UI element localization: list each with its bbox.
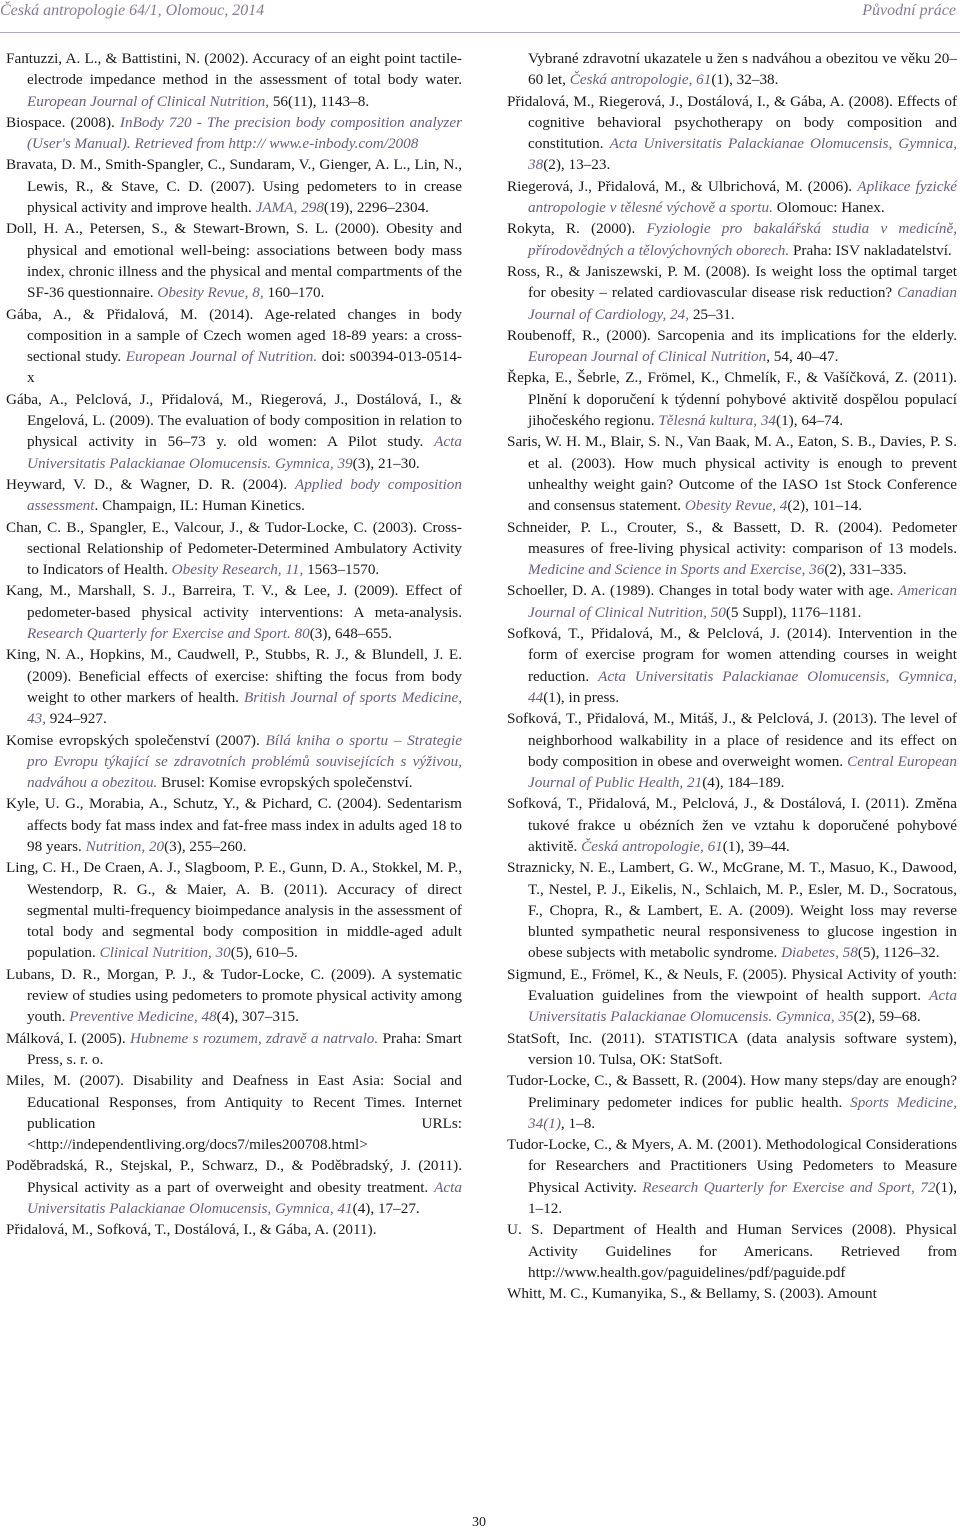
reference-entry <box>6 1155 462 1219</box>
reference-text: Roubenoff, R., (2000). Sarcopenia and its implications for the elderly. <box>507 326 957 344</box>
reference-entry <box>507 1134 957 1219</box>
reference-text: (19), 2296–2304. <box>323 199 429 217</box>
reference-text: doi: s00394-013-0514-x <box>27 348 462 387</box>
reference-source: Acta Universitatis Palackianae Olomucensis. Gymnica, 39 <box>27 433 462 472</box>
reference-entry <box>6 389 462 474</box>
reference-entry <box>6 730 462 794</box>
reference-text: Bravata, D. M., Smith-Spangler, C., Sundaram, V., Gienger, A. L., Lin, N., Lewis, R., & Stave, C. D. (2007). Using pedometers to in crease physical activity and improve health. <box>6 156 462 217</box>
reference-source: Obesity Revue, 8, <box>157 284 264 302</box>
reference-text: 25–31. <box>689 305 735 323</box>
reference-entry <box>507 367 957 431</box>
reference-text: (4), 184–189. <box>702 774 785 792</box>
reference-source: InBody 720 - The precision body composition analyzer (User's Manual). Retrieved from http:// www.e-inbody.com/2008 <box>27 113 462 153</box>
reference-source: Hubneme s rozumem, zdravě a natrvalo. <box>130 1029 379 1047</box>
reference-text: Rokyta, R. (2000). <box>507 220 647 238</box>
reference-entry <box>507 1028 957 1071</box>
reference-text: Málková, I. (2005). <box>6 1029 131 1047</box>
reference-text: (2), 13–23. <box>543 156 611 174</box>
reference-text: . Champaign, IL: Human Kinetics. <box>94 497 305 515</box>
reference-text: (2), 101–14. <box>787 497 863 515</box>
reference-entry <box>6 1219 462 1240</box>
reference-entry <box>507 623 957 708</box>
reference-source: Applied body composition assessment <box>27 475 462 515</box>
reference-source: Acta Universitatis Palackianae Olomucensis, Gymnica, 38 <box>528 135 957 174</box>
reference-text: Kyle, U. G., Morabia, A., Schutz, Y., & Pichard, C. (2004). Sedentarism affects body fat mass index and fat-free mass index in adults aged 18 to 98 years. <box>6 795 462 855</box>
reference-entry <box>6 218 462 303</box>
reference-entry <box>6 1070 462 1155</box>
reference-source: JAMA, 298 <box>255 199 324 217</box>
reference-text: Biospace. (2008). <box>6 113 120 131</box>
reference-text: Řepka, E., Šebrle, Z., Frömel, K., Chmelík, F., & Vašíčková, Z. (2011). Plnění k doporučení k týdenní pohybové aktivitě dospělou populací jihočeského regionu. <box>507 369 957 430</box>
reference-text: King, N. A., Hopkins, M., Caudwell, P., Stubbs, R. J., & Blundell, J. E. (2009). Beneficial effects of exercise: shifting the focus from body weight to other markers of health. <box>6 646 462 706</box>
reference-source: Bílá kniha o sportu – Strategie pro Evropu týkající se zdravotních problémů souvisejících s výživou, nadváhou a obezitou. <box>27 731 462 792</box>
reference-text: Schoeller, D. A. (1989). Changes in total body water with age. <box>507 582 898 600</box>
reference-text: (1), in press. <box>543 688 620 706</box>
reference-entry <box>507 708 957 793</box>
reference-text: Miles, M. (2007). Disability and Deafness in East Asia: Social and Educational Responses, from Antiquity to Recent Times. Internet publication URLs: <http://independentliving.org/docs7/miles200708.html> <box>6 1072 462 1154</box>
references-right-column <box>507 48 957 1305</box>
reference-text: Kang, M., Marshall, S. J., Barreira, T. V., & Lee, J. (2009). Effect of pedometer-based physical activity interventions: A meta-analysis. <box>6 582 462 621</box>
reference-source: Nutrition, 20 <box>85 837 165 855</box>
reference-text: Tudor-Locke, C., & Myers, A. M. (2001). Methodological Considerations for Researchers and Practitioners Using Pedometers to Measure Physical Activity. <box>507 1136 957 1196</box>
reference-text: Poděbradská, R., Stejskal, P., Schwarz, D., & Poděbradský, J. (2011). Physical activity as a part of overweight and obesity treatment. <box>6 1157 462 1196</box>
reference-source: European Journal of Clinical Nutrition, <box>27 92 270 110</box>
reference-source: Preventive Medicine, 48 <box>69 1008 217 1026</box>
reference-source: Fyziologie pro bakalářská studia v medicíně, přírodovědných a tělovýchovných oborech. <box>528 220 958 259</box>
reference-entry <box>507 793 957 857</box>
reference-text: Heyward, V. D., & Wagner, D. R. (2004). <box>6 475 296 493</box>
reference-entry <box>6 474 462 517</box>
reference-source: Clinical Nutrition, 30 <box>99 944 231 962</box>
reference-entry <box>6 644 462 729</box>
reference-text: Gába, A., Pelclová, J., Přidalová, M., Riegerová, J., Dostálová, I., & Engelová, L. (2009). The evaluation of body composition in relation to physical activity in 56–73 y. old women: A Pilot study. <box>6 390 462 451</box>
reference-text: Gába, A., & Přidalová, M. (2014). Age-related changes in body composition in a sample of Czech women aged 18-89 years: a cross-sectional study. <box>6 305 462 366</box>
reference-entry <box>507 325 957 368</box>
reference-text: Tudor-Locke, C., & Bassett, R. (2004). How many steps/day are enough? Preliminary pedometer indices for public health. <box>507 1072 957 1111</box>
reference-source: Aplikace fyzické antropologie v tělesné výchově a sportu. <box>528 177 957 217</box>
reference-entry <box>6 964 462 1028</box>
reference-source: Česká antropologie, 61 <box>569 71 712 89</box>
reference-source: Tělesná kultura, 34 <box>658 412 777 430</box>
reference-entry <box>507 580 957 623</box>
reference-source: Acta Universitatis Palackianae Olomucensis, Gymnica, 44 <box>528 667 957 706</box>
reference-entry <box>507 48 957 91</box>
reference-entry <box>507 218 957 261</box>
reference-source: Medicine and Science in Sports and Exercise, 36 <box>528 561 825 579</box>
reference-text: Whitt, M. C., Kumanyika, S., & Bellamy, S. (2003). Amount <box>507 1285 877 1303</box>
reference-text: 56(11), 1143–8. <box>269 92 370 110</box>
reference-entry <box>507 1070 957 1134</box>
reference-text: (3), 255–260. <box>164 837 247 855</box>
reference-text: 160–170. <box>263 284 325 302</box>
reference-text: Olomouc: Hanex. <box>772 199 885 217</box>
references-left-column <box>6 48 462 1241</box>
reference-text: (3), 648–655. <box>309 625 393 643</box>
reference-text: 1563–1570. <box>303 561 380 579</box>
reference-entry <box>507 176 957 219</box>
reference-text: Schneider, P. L., Crouter, S., & Bassett, D. R. (2004). Pedometer measures of free-living physical activity: comparison of 13 models. <box>507 518 957 557</box>
reference-text: Ling, C. H., De Craen, A. J., Slagboom, P. E., Gunn, D. A., Stokkel, M. P., Westendorp, R. G., & Maier, A. B. (2011). Accuracy of direct segmental multi-frequency bioimpedance analysis in the assessment of total body and segmental body composition in middle-aged adult population. <box>6 859 462 962</box>
reference-entry <box>6 304 462 389</box>
section-title: Původní práce <box>862 2 956 19</box>
reference-text: Praha: ISV nakladatelství. <box>789 241 952 259</box>
reference-source: Central European Journal of Public Health, 21 <box>528 752 957 792</box>
reference-source: Canadian Journal of Cardiology, 24, <box>528 284 957 323</box>
reference-text: Ross, R., & Janiszewski, P. M. (2008). Is weight loss the optimal target for obesity – related cardiovascular disease risk reduction? <box>507 262 957 302</box>
reference-entry <box>6 857 462 963</box>
reference-text: StatSoft, Inc. (2011). STATISTICA (data analysis software system), version 10. Tulsa, OK: StatSoft. <box>507 1029 957 1068</box>
reference-text: , 1–8. <box>560 1114 596 1132</box>
reference-text: Fantuzzi, A. L., & Battistini, N. (2002). Accuracy of an eight point tactile-electrode impedance method in the assessment of total body water. <box>6 50 462 89</box>
reference-text: Přidalová, M., Riegerová, J., Dostálová, I., & Gába, A. (2008). Effects of cognitive behavioral psychotherapy on body composition and constitution. <box>507 92 957 153</box>
reference-text: (1), 32–38. <box>711 71 779 89</box>
reference-text: (4), 307–315. <box>216 1008 299 1026</box>
reference-text: Komise evropských společenství (2007). <box>6 731 266 749</box>
reference-text: Sofková, T., Přidalová, M., Pelclová, J., & Dostálová, I. (2011). Změna tukové frakce u obézních žen ve vztahu k doporučené pohybové aktivitě. <box>507 795 957 855</box>
reference-source: European Journal of Nutrition. <box>125 348 318 366</box>
reference-entry <box>507 1283 957 1304</box>
reference-text: 924–927. <box>45 710 107 728</box>
reference-entry <box>507 517 957 581</box>
reference-text: Přidalová, M., Sofková, T., Dostálová, I., & Gába, A. (2011). <box>6 1221 377 1239</box>
reference-text: (5), 1126–32. <box>857 944 940 962</box>
journal-title: Česká antropologie 64/1, Olomouc, 2014 <box>0 2 265 19</box>
reference-source: Obesity Research, 11, <box>171 561 304 579</box>
reference-text: Sofková, T., Přidalová, M., Mitáš, J., & Pelclová, J. (2013). The level of neighborhood walkability in a place of residence and its effect on body composition in obese and overweight women. <box>507 710 957 770</box>
reference-text: U. S. Department of Health and Human Services (2008). Physical Activity Guidelines for Americans. Retrieved from http://www.health.gov/paguidelines/pdf/paguide.pdf <box>507 1221 957 1281</box>
reference-text: (1), 39–44. <box>722 837 790 855</box>
reference-text: Praha: Smart Press, s. r. o. <box>27 1029 463 1068</box>
reference-entry <box>507 91 957 176</box>
header-rule <box>0 32 960 33</box>
reference-text: (5 Suppl), 1176–1181. <box>725 603 862 621</box>
reference-entry <box>6 154 462 218</box>
reference-source: Česká antropologie, 61 <box>581 837 723 855</box>
reference-text: Chan, C. B., Spangler, E., Valcour, J., & Tudor-Locke, C. (2003). Cross-sectional Relationship of Pedometer-Determined Ambulatory Activity to Indicators of Health. <box>6 518 462 579</box>
reference-text: Doll, H. A., Petersen, S., & Stewart-Brown, S. L. (2000). Obesity and physical and emotional well-being: associations between body mass index, chronic illness and the physical and mental compartments of the SF-36 questionnaire. <box>6 220 462 302</box>
reference-source: European Journal of Clinical Nutrition <box>528 348 767 366</box>
reference-text: (2), 331–335. <box>824 561 907 579</box>
reference-entry <box>507 261 957 325</box>
reference-entry <box>507 964 957 1028</box>
reference-text: (3), 21–30. <box>352 454 420 472</box>
reference-source: Sports Medicine, 34(1) <box>528 1093 957 1132</box>
reference-text: Vybrané zdravotní ukazatele u žen s nadváhou a obezitou ve věku 20–60 let, <box>528 50 957 89</box>
reference-source: Research Quarterly for Exercise and Sport, 72 <box>642 1178 936 1196</box>
reference-text: (2), 59–68. <box>853 1008 921 1026</box>
reference-text: Brusel: Komise evropských společenství. <box>157 774 413 792</box>
reference-text: Riegerová, J., Přidalová, M., & Ulbrichová, M. (2006). <box>507 177 858 195</box>
reference-entry <box>507 857 957 963</box>
reference-text: (1), 1–12. <box>528 1178 957 1218</box>
reference-text: (1), 64–74. <box>776 412 844 430</box>
reference-entry <box>6 48 462 112</box>
reference-text: Sigmund, E., Frömel, K., & Neuls, F. (2005). Physical Activity of youth: Evaluation guidelines from the viewpoint of health support. <box>507 965 957 1005</box>
reference-entry <box>6 793 462 857</box>
reference-text: Saris, W. H. M., Blair, S. N., Van Baak, M. A., Eaton, S. B., Davies, P. S. et al. (2003). How much physical activity is enough to prevent unhealthy weight gain? Outcome of the IASO 1st Stock Conference and consensus statement. <box>507 433 957 515</box>
reference-entry <box>6 517 462 581</box>
reference-source: Research Quarterly for Exercise and Sport. 80 <box>27 625 310 643</box>
reference-entry <box>6 112 462 155</box>
reference-text: Lubans, D. R., Morgan, P. J., & Tudor-Locke, C. (2009). A systematic review of studies using pedometers to promote physical activity among youth. <box>6 965 462 1026</box>
reference-source: Acta Universitatis Palackianae Olomucensis, Gymnica, 41 <box>27 1178 462 1218</box>
reference-source: American Journal of Clinical Nutrition, 50 <box>528 582 957 621</box>
page-number: 30 <box>472 1515 486 1530</box>
reference-entry <box>507 1219 957 1283</box>
reference-source: Acta Universitatis Palackianae Olomucensis. Gymnica, 35 <box>528 987 957 1026</box>
reference-text: Sofková, T., Přidalová, M., & Pelclová, J. (2014). Intervention in the form of exercise program for women attending courses in weight reduction. <box>507 625 957 685</box>
reference-text: (5), 610–5. <box>230 944 298 962</box>
reference-entry <box>6 580 462 644</box>
reference-text: Straznicky, N. E., Lambert, G. W., McGrane, M. T., Masuo, K., Dawood, T., Nestel, P. J., Eikelis, N., Schlaich, M. P., Esler, M. D., Socratous, F., Chopra, R., & Lambert, E. A. (2009). Weight loss may reverse blunted sympathetic neural responsiveness to glucose ingestion in obese subjects with metabolic syndrome. <box>507 859 957 962</box>
reference-text: , 54, 40–47. <box>766 348 839 366</box>
reference-text: (4), 17–27. <box>352 1200 420 1218</box>
reference-source: Obesity Revue, 4 <box>684 497 788 515</box>
reference-source: Diabetes, 58 <box>781 944 858 962</box>
reference-entry <box>6 1028 462 1071</box>
reference-source: British Journal of sports Medicine, 43, <box>27 688 462 728</box>
reference-entry <box>507 431 957 516</box>
